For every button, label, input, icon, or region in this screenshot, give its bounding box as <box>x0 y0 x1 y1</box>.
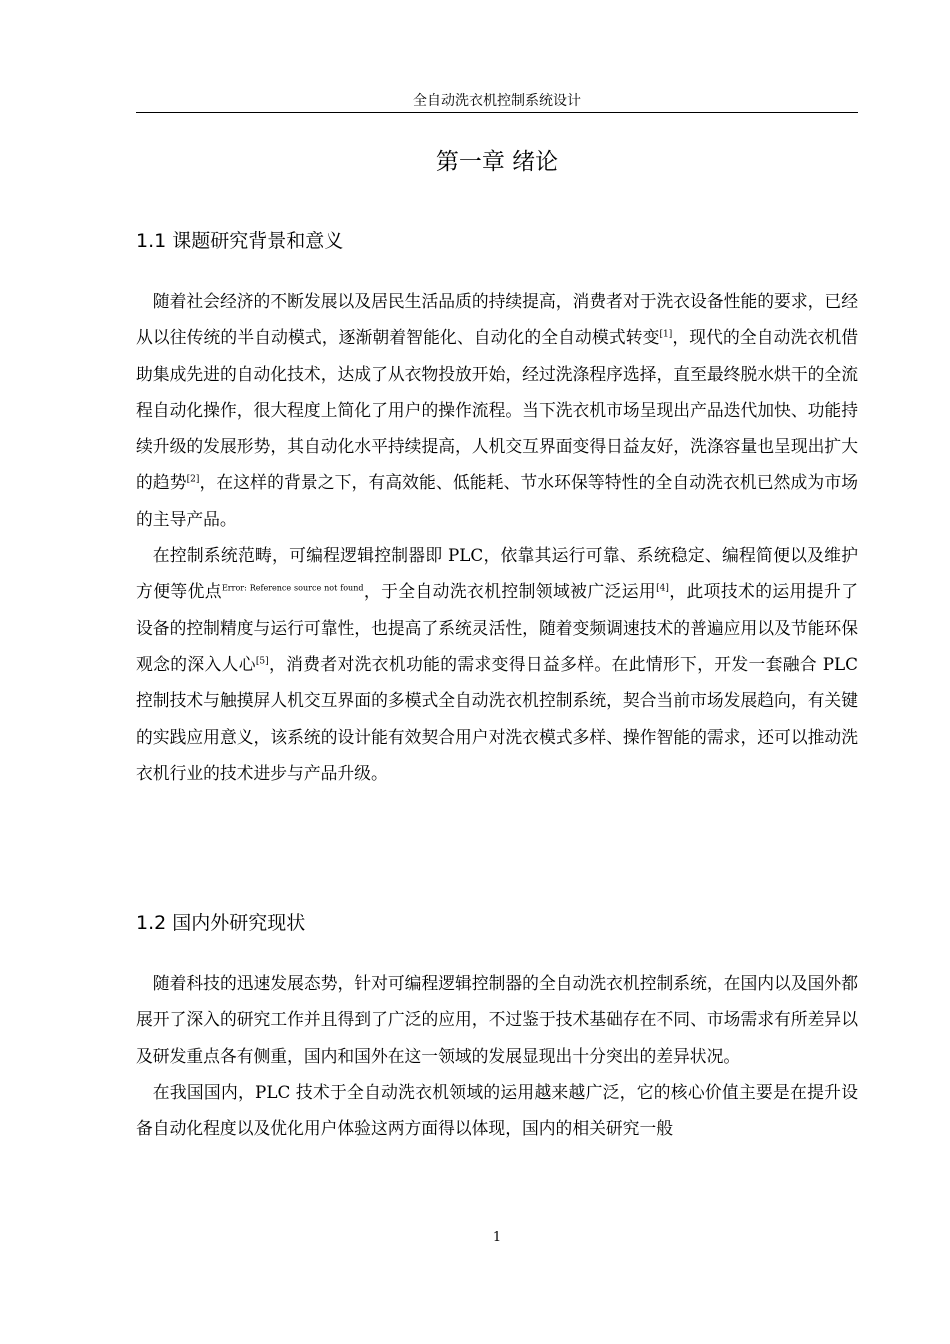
paragraph: 随着社会经济的不断发展以及居民生活品质的持续提高，消费者对于洗衣设备性能的要求，已经从以往传统的半自动模式，逐渐朝着智能化、自动化的全自动模式转变[1]，现代的全自动洗衣机借助集成先进的自动化技术，达成了从衣物投放开始，经过洗涤程序选择，直至最终脱水烘干的全流程自动化操作，很大程度上简化了用户的操作流程。当下洗衣机市场呈现出产品迭代加快、功能持续升级的发展形势，其自动化水平持续提高，人机交互界面变得日益友好，洗涤容量也呈现出扩大的趋势[2]，在这样的背景之下，有高效能、低能耗、节水环保等特性的全自动洗衣机已然成为市场的主导产品。 <box>136 291 858 529</box>
citation-ref[interactable]: [5] <box>255 656 269 667</box>
citation-ref[interactable]: [1] <box>659 329 673 340</box>
broken-citation-ref[interactable]: Error: Reference source not found <box>221 583 364 593</box>
section-heading-1-2: 1.2 国内外研究现状 <box>136 912 306 934</box>
paragraph: 在我国国内，PLC 技术于全自动洗衣机领域的运用越来越广泛，它的核心价值主要是在提升设备自动化程度以及优化用户体验这两方面得以体现，国内的相关研究一般 <box>136 1081 858 1139</box>
running-header: 全自动洗衣机控制系统设计 <box>413 93 581 109</box>
chapter-title: 第一章 绪论 <box>435 149 559 175</box>
section-1-1-body <box>136 283 858 791</box>
paragraph: 随着科技的迅速发展态势，针对可编程逻辑控制器的全自动洗衣机控制系统，在国内以及国外都展开了深入的研究工作并且得到了广泛的应用，不过鉴于技术基础存在不同、市场需求有所差异以及研发重点各有侧重，国内和国外在这一领域的发展显现出十分突出的差异状况。 <box>136 973 858 1066</box>
page-number: 1 <box>492 1230 502 1245</box>
section-heading-1-1: 1.1 课题研究背景和意义 <box>136 230 344 252</box>
citation-ref[interactable]: [2] <box>186 474 200 485</box>
paragraph: 在控制系统范畴，可编程逻辑控制器即 PLC，依靠其运行可靠、系统稳定、编程简便以及维护方便等优点$^{Error: Reference source not found}$，于全自动洗衣机控制领域被广泛运用[4]，此项技术的运用提升了设备的控制精度与运行可靠性，也提高了系统灵活性，随着变频调速技术的普遍应用以及节能环保观念的深入人心[5]，消费者对洗衣机功能的需求变得日益多样。在此情形下，开发一套融合 PLC 控制技术与触摸屏人机交互界面的多模式全自动洗衣机控制系统，契合当前市场发展趋向，有关键的实践应用意义，该系统的设计能有效契合用户对洗衣模式多样、操作智能的需求，还可以推动洗衣机行业的技术进步与产品升级。 <box>136 545 858 783</box>
citation-ref[interactable]: [4] <box>656 583 669 594</box>
header-rule <box>136 112 858 113</box>
section-1-2-body <box>136 965 858 1146</box>
